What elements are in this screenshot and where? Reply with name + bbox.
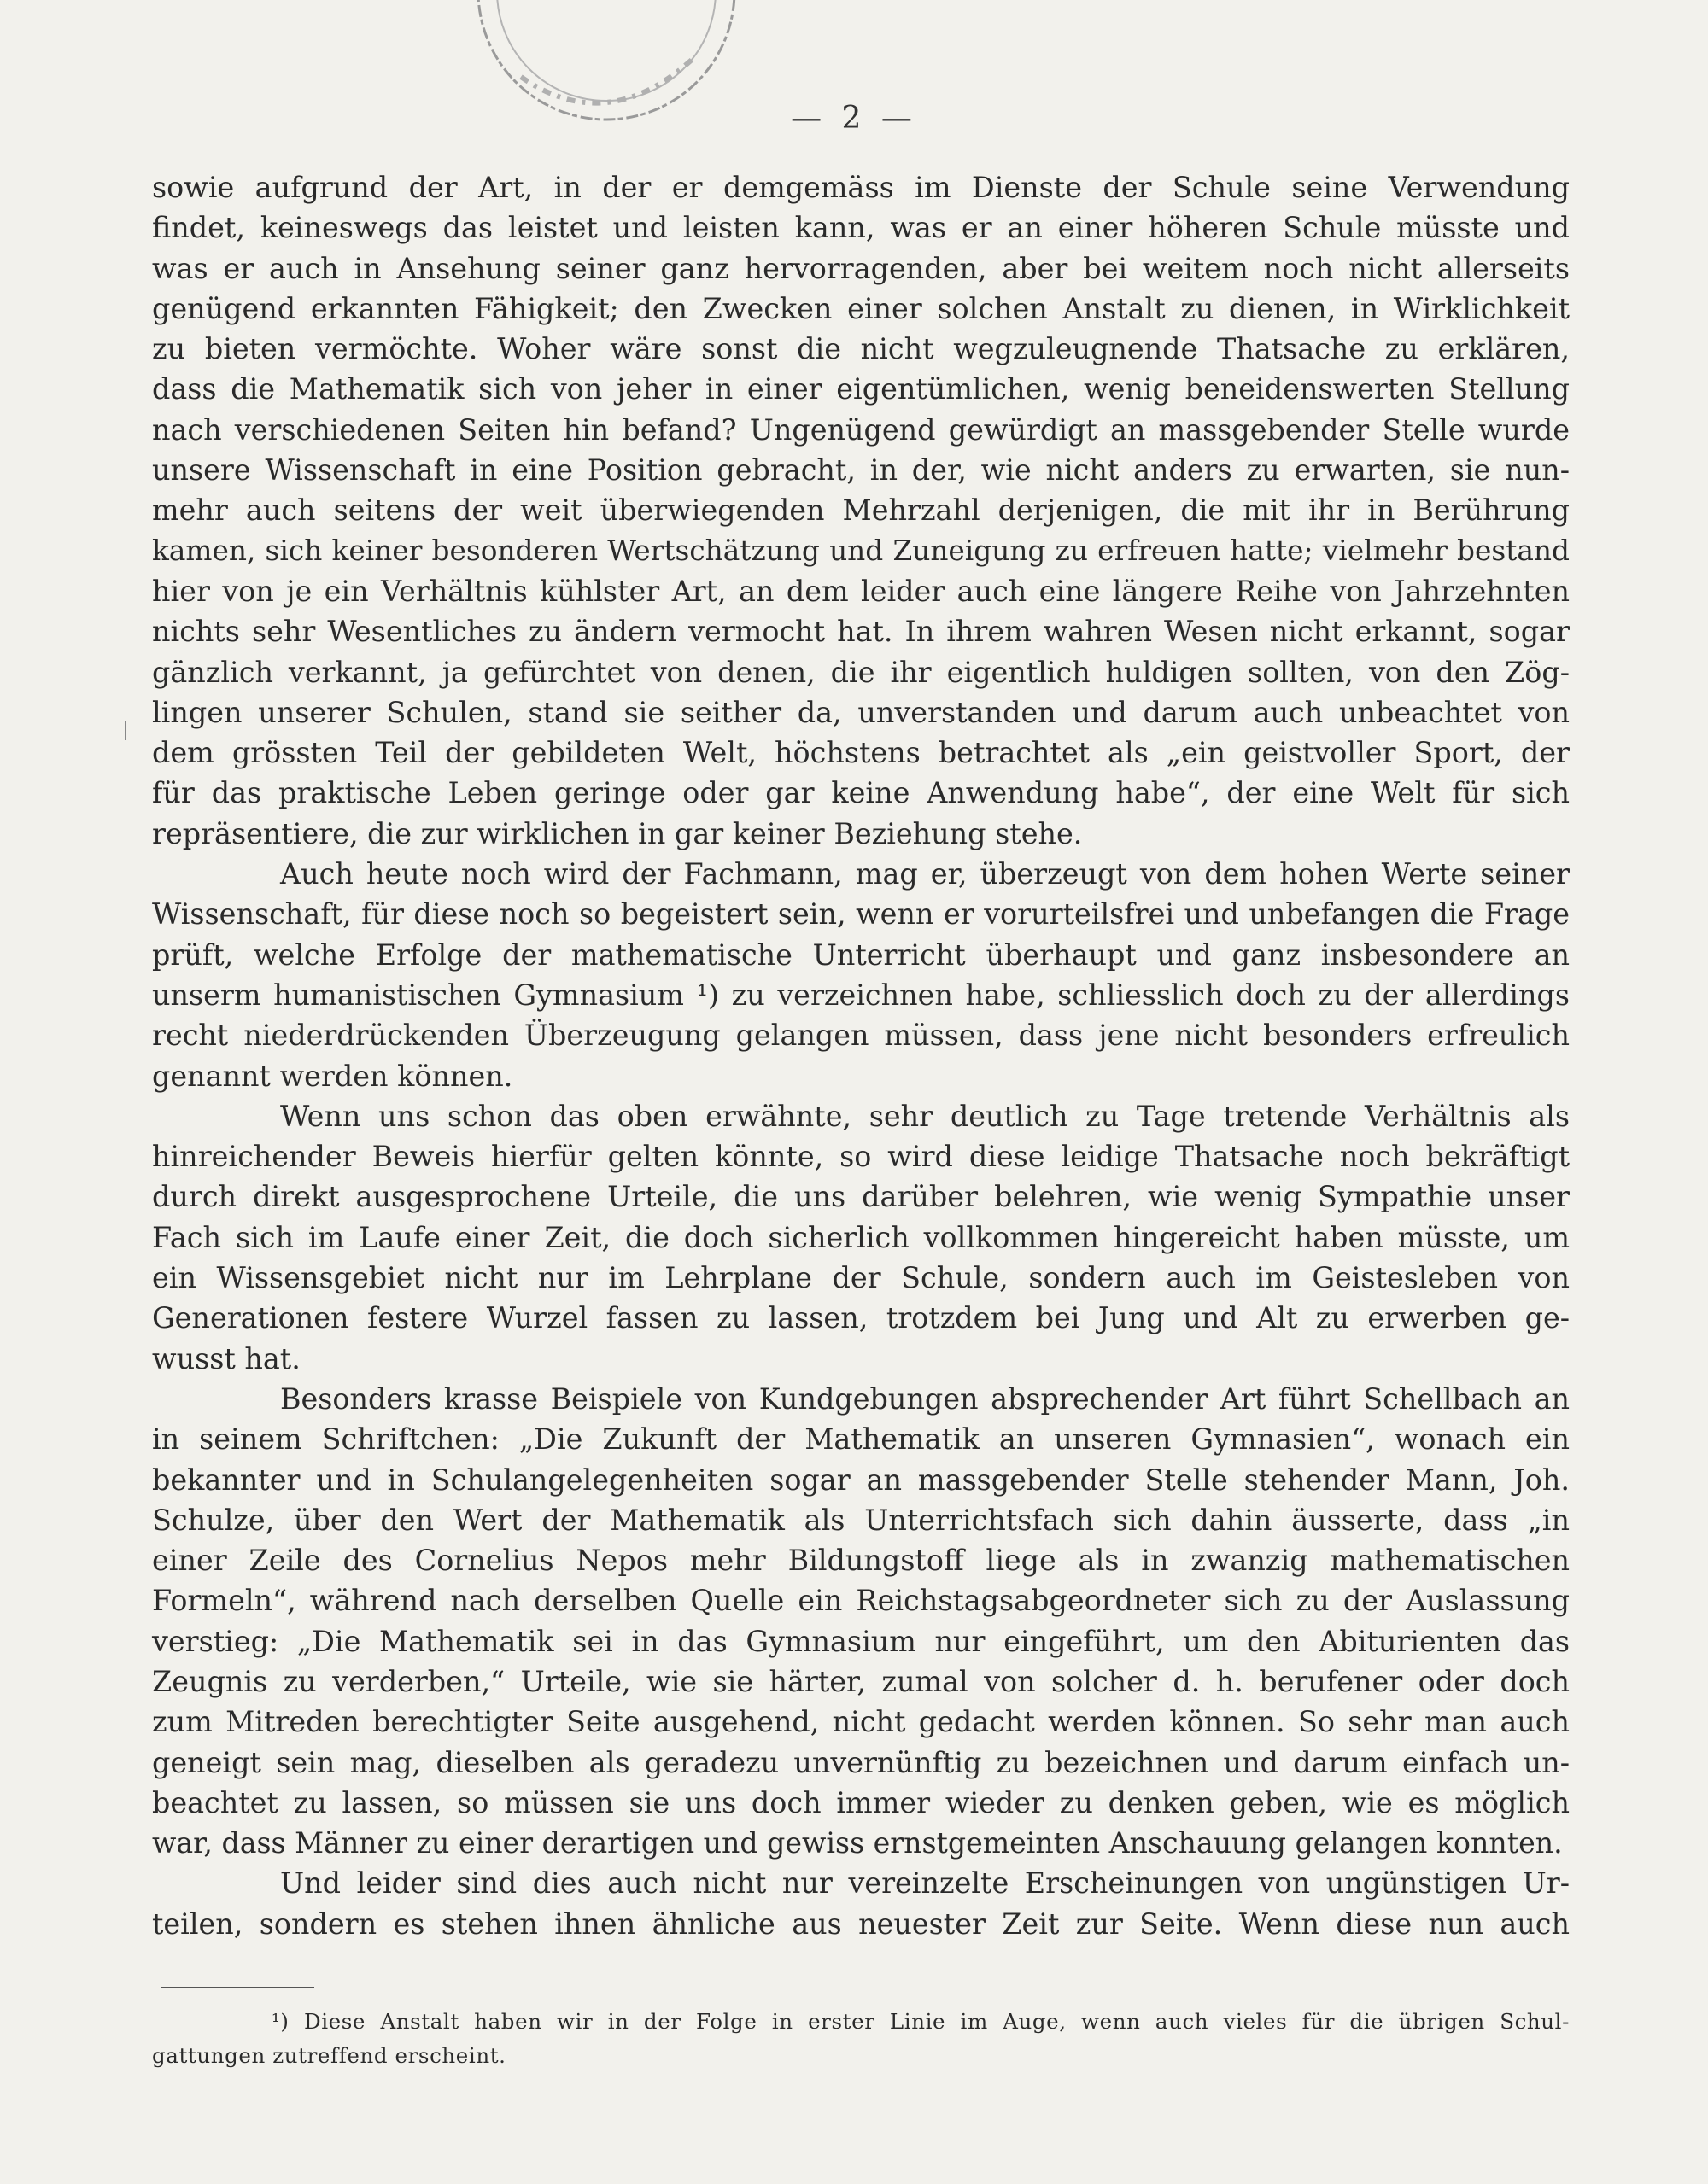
text-line: recht niederdrückenden Überzeugung gelangen müssen, dass jene nicht besonders erfreulich bbox=[152, 1019, 1570, 1053]
text-line: Auch heute noch wird der Fachmann, mag er, überzeugt von dem hohen Werte seiner bbox=[280, 857, 1570, 891]
text-line: was er auch in Ansehung seiner ganz hervorragenden, aber bei weitem noch nicht allerseits bbox=[152, 251, 1570, 285]
text-line: dem grössten Teil der gebildeten Welt, höchstens betrachtet als „ein geistvoller Sport, der bbox=[152, 736, 1570, 770]
text-line: wusst hat. bbox=[152, 1341, 301, 1375]
footnote-line: gattungen zutreffend erscheint. bbox=[152, 2043, 506, 2068]
text-line: geneigt sein mag, dieselben als geradezu unvernünftig zu bezeichnen und darum einfach un- bbox=[152, 1745, 1570, 1779]
text-line: nichts sehr Wesentliches zu ändern vermocht hat. In ihrem wahren Wesen nicht erkannt, sogar bbox=[152, 615, 1570, 649]
text-line: hinreichender Beweis hierfür gelten könnte, so wird diese leidige Thatsache noch bekräftigt bbox=[152, 1140, 1570, 1174]
text-line: lingen unserer Schulen, stand sie seither da, unverstanden und darum auch unbeachtet von bbox=[152, 695, 1570, 729]
text-line: durch direkt ausgesprochene Urteile, die uns darüber belehren, wie wenig Sympathie unser bbox=[152, 1180, 1570, 1214]
text-line: einer Zeile des Cornelius Nepos mehr Bildungstoff liege als in zwanzig mathematischen bbox=[152, 1544, 1570, 1578]
text-line: nach verschiedenen Seiten hin befand? Ungenügend gewürdigt an massgebender Stelle wurde bbox=[152, 412, 1570, 447]
text-line: dass die Mathematik sich von jeher in einer eigentümlichen, wenig beneidenswerten Stellung bbox=[152, 372, 1570, 406]
text-line: für das praktische Leben geringe oder gar keine Anwendung habe“, der eine Welt für sich bbox=[152, 776, 1570, 810]
text-line: gänzlich verkannt, ja gefürchtet von denen, die ihr eigentlich huldigen sollten, von den Zög- bbox=[152, 655, 1570, 689]
text-line: verstieg: „Die Mathematik sei in das Gymnasium nur eingeführt, um den Abiturienten das bbox=[152, 1624, 1570, 1658]
margin-mark bbox=[125, 721, 126, 740]
text-line: repräsentiere, die zur wirklichen in gar keiner Beziehung stehe. bbox=[152, 816, 1083, 850]
text-line: zu bieten vermöchte. Woher wäre sonst die nicht wegzuleugnende Thatsache zu erklären, bbox=[152, 332, 1570, 366]
main-text bbox=[152, 167, 1570, 1944]
text-line: war, dass Männer zu einer derartigen und gewiss ernstgemeinten Anschauung gelangen konnten. bbox=[152, 1826, 1563, 1860]
text-line: Und leider sind dies auch nicht nur vereinzelte Erscheinungen von ungünstigen Ur- bbox=[280, 1866, 1570, 1901]
page-number: — 2 — bbox=[791, 101, 917, 136]
text-line: sowie aufgrund der Art, in der er demgemäss im Dienste der Schule seine Verwendung bbox=[152, 171, 1570, 204]
text-line: Schulze, über den Wert der Mathematik als Unterrichtsfach sich dahin äusserte, dass „in bbox=[152, 1503, 1570, 1537]
text-line: teilen, sondern es stehen ihnen ähnliche aus neuester Zeit zur Seite. Wenn diese nun auch bbox=[152, 1907, 1570, 1941]
footnotes bbox=[152, 2005, 1570, 2073]
text-line: bekannter und in Schulangelegenheiten sogar an massgebender Stelle stehender Mann, Joh. bbox=[152, 1463, 1570, 1497]
text-line: genügend erkannten Fähigkeit; den Zwecken einer solchen Anstalt zu dienen, in Wirklichkeit bbox=[152, 291, 1570, 325]
text-line: Zeugnis zu verderben,“ Urteile, wie sie härter, zumal von solcher d. h. berufener oder doch bbox=[152, 1664, 1570, 1698]
text-line: beachtet zu lassen, so müssen sie uns doch immer wieder zu denken geben, wie es möglich bbox=[152, 1785, 1570, 1819]
text-line: Wissenschaft, für diese noch so begeistert sein, wenn er vorurteilsfrei und unbefangen die Frage bbox=[152, 897, 1570, 931]
text-line: in seinem Schriftchen: „Die Zukunft der Mathematik an unseren Gymnasien“, wonach ein bbox=[152, 1422, 1570, 1457]
text-line: Wenn uns schon das oben erwähnte, sehr deutlich zu Tage tretende Verhältnis als bbox=[280, 1099, 1570, 1133]
text-line: zum Mitreden berechtigter Seite ausgehend, nicht gedacht werden können. So sehr man auch bbox=[152, 1705, 1570, 1739]
text-line: Formeln“, während nach derselben Quelle ein Reichstagsabgeordneter sich zu der Auslassung bbox=[152, 1584, 1570, 1618]
text-line: ein Wissensgebiet nicht nur im Lehrplane der Schule, sondern auch im Geistesleben von bbox=[152, 1261, 1570, 1295]
text-line: hier von je ein Verhältnis kühlster Art, an dem leider auch eine längere Reihe von Jahrzehnten bbox=[152, 574, 1570, 608]
text-line: prüft, welche Erfolge der mathematische Unterricht überhaupt und ganz insbesondere an bbox=[152, 937, 1570, 972]
footnote-line: ¹) Diese Anstalt haben wir in der Folge in erster Linie im Auge, wenn auch vieles für die übrigen Schul- bbox=[272, 2009, 1570, 2034]
text-line: Fach sich im Laufe einer Zeit, die doch sicherlich vollkommen hingereicht haben müsste, um bbox=[152, 1220, 1570, 1254]
text-line: kamen, sich keiner besonderen Wertschätzung und Zuneigung zu erfreuen hatte; vielmehr bestand bbox=[152, 534, 1570, 567]
text-line: unserm humanistischen Gymnasium ¹) zu verzeichnen habe, schliesslich doch zu der allerdings bbox=[152, 978, 1570, 1012]
footnote-divider bbox=[161, 1987, 314, 1988]
text-line: unsere Wissenschaft in eine Position gebracht, in der, wie nicht anders zu erwarten, sie nun- bbox=[152, 453, 1570, 488]
text-line: Besonders krasse Beispiele von Kundgebungen absprechender Art führt Schellbach an bbox=[280, 1381, 1570, 1416]
text-line: findet, keineswegs das leistet und leisten kann, was er an einer höheren Schule müsste und bbox=[152, 211, 1570, 245]
text-line: Generationen festere Wurzel fassen zu lassen, trotzdem bei Jung und Alt zu erwerben ge- bbox=[152, 1301, 1570, 1335]
text-line: mehr auch seitens der weit überwiegenden Mehrzahl derjenigen, die mit ihr in Berührung bbox=[152, 493, 1570, 528]
library-stamp-icon bbox=[461, 0, 752, 171]
text-line: genannt werden können. bbox=[152, 1059, 513, 1093]
